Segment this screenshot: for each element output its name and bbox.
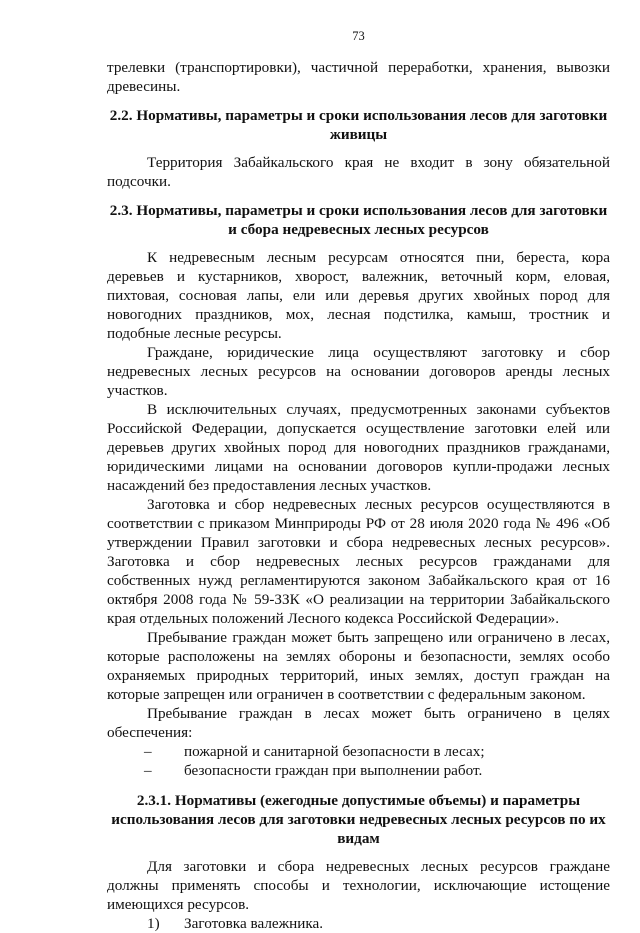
section-2-3-paragraph-1: К недревесным лесным ресурсам относятся пни, береста, кора деревьев и кустарников, хворост, валежник, веточный корм, еловая, пихтовая, сосновая лапы, ели или деревья других хвойных пород для новогодних праздников, мох, лесная подстилка, камыш, тростник и подобные лесные ресурсы.: [107, 249, 610, 342]
section-2-2-paragraph: Территория Забайкальского края не входит в зону обязательной подсочки.: [107, 154, 610, 190]
section-2-3-paragraph-3: В исключительных случаях, предусмотренных законами субъектов Российской Федерации, допускается осуществление заготовки елей или деревьев других хвойных пород для новогодних праздников гражданами, юридическими лицами на основании договоров купли-продажи лесных насаждений без предоставления лесных участков.: [107, 401, 610, 494]
intro-paragraph: трелевки (транспортировки), частичной переработки, хранения, вывозки древесины.: [107, 59, 610, 95]
section-2-3-1-heading: 2.3.1. Нормативы (ежегодные допустимые объемы) и параметры использования лесов для заготовки недревесных лесных ресурсов по их видам: [111, 792, 606, 847]
section-2-3-paragraph-2: Граждане, юридические лица осуществляют заготовку и сбор недревесных лесных ресурсов на основании договоров аренды лесных участков.: [107, 344, 610, 399]
list-item-text: безопасности граждан при выполнении работ.: [184, 762, 483, 779]
section-2-2-heading: 2.2. Нормативы, параметры и сроки использования лесов для заготовки живицы: [109, 107, 608, 143]
section-2-3-paragraph-5: Пребывание граждан может быть запрещено или ограничено в лесах, которые расположены на землях обороны и безопасности, землях особо охраняемых природных территорий, иных землях, доступ граждан на которые запрещен или ограничен в соответствии с федеральным законом.: [107, 629, 610, 703]
restriction-list: [107, 742, 610, 780]
list-item: [107, 761, 610, 780]
section-2-3-paragraph-6: Пребывание граждан в лесах может быть ограничено в целях обеспечения:: [107, 705, 610, 741]
section-2-3-1-paragraph: Для заготовки и сбора недревесных лесных ресурсов граждане должны применять способы и технологии, исключающие истощение имеющихся ресурсов.: [107, 858, 610, 913]
item-number: 1): [147, 915, 160, 932]
list-item-text: пожарной и санитарной безопасности в лесах;: [184, 743, 485, 760]
section-2-3-paragraph-4: Заготовка и сбор недревесных лесных ресурсов осуществляются в соответствии с приказом Минприроды РФ от 28 июля 2020 года № 496 «Об утверждении Правил заготовки и сбора недревесных лесных ресурсов». Заготовка и сбор недревесных лесных ресурсов гражданами для собственных нужд регламентируются законом Забайкальского края от 16 октября 2008 года № 59-ЗЗК «О реализации на территории Забайкальского края отдельных положений Лесного кодекса Российской Федерации».: [107, 496, 610, 627]
page-number: 73: [352, 29, 365, 43]
dash-marker: –: [144, 743, 152, 760]
section-2-3-heading: 2.3. Нормативы, параметры и сроки использования лесов для заготовки и сбора недревесных лесных ресурсов: [109, 202, 608, 238]
dash-marker: –: [144, 762, 152, 779]
numbered-item: [107, 914, 610, 933]
list-item: [107, 742, 610, 761]
item-text: Заготовка валежника.: [184, 915, 324, 932]
